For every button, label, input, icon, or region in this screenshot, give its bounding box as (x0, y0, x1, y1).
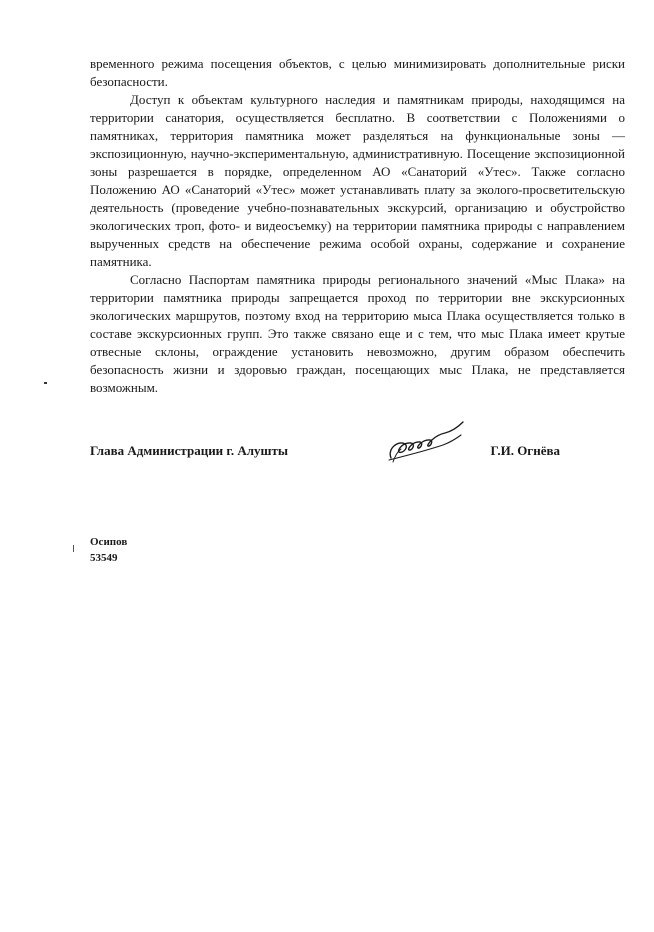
signature-block (90, 443, 560, 463)
handwritten-signature (385, 418, 467, 466)
executor-name: Осипов (90, 536, 128, 548)
letter-body (90, 55, 625, 397)
signatory-name: Г.И. Огнёва (490, 443, 560, 458)
paragraph-continuation: временного режима посещения объектов, с целью минимизировать дополнительные риски безопасности. (90, 56, 625, 89)
paragraph-access: Доступ к объектам культурного наследия и памятникам природы, находящимся на территории санатория, осуществляется бесплатно. В соответствии с Положениями о памятниках, территория памятника может разделяться на функциональные зоны — экспозиционную, научно-экспериментальную, административную. Посещение экспозиционной зоны разрешается в порядке, определенном АО «Санаторий «Утес». Также согласно Положению АО «Санаторий «Утес» может устанавливать плату за эколого-просветительскую деятельность (проведение учебно-познавательных экскурсий, организацию и обустройство экологических троп, фото- и видеосъемку) на территории памятника природы с направлением вырученных средств на обеспечение режима особой охраны, содержание и сохранение памятника. (90, 92, 625, 269)
scan-artifact-mark (44, 382, 47, 384)
scan-artifact-tick (73, 545, 74, 552)
signatory-position: Глава Администрации г. Алушты (90, 443, 289, 458)
executor-phone: 53549 (90, 552, 118, 564)
executor-info (90, 534, 127, 566)
paragraph-passport: Согласно Паспортам памятника природы регионального значений «Мыс Плака» на территории памятника природы запрещается проход по территории вне экскурсионных экологических маршрутов, поэтому вход на территорию мыса Плака осуществляется только в составе экскурсионных групп. Это также связано еще и с тем, что мыс Плака имеет крутые отвесные склоны, ограждение установить невозможно, другим образом обеспечить безопасность жизни и здоровью граждан, посещающих мыс Плака, не представляется возможным. (90, 272, 625, 395)
